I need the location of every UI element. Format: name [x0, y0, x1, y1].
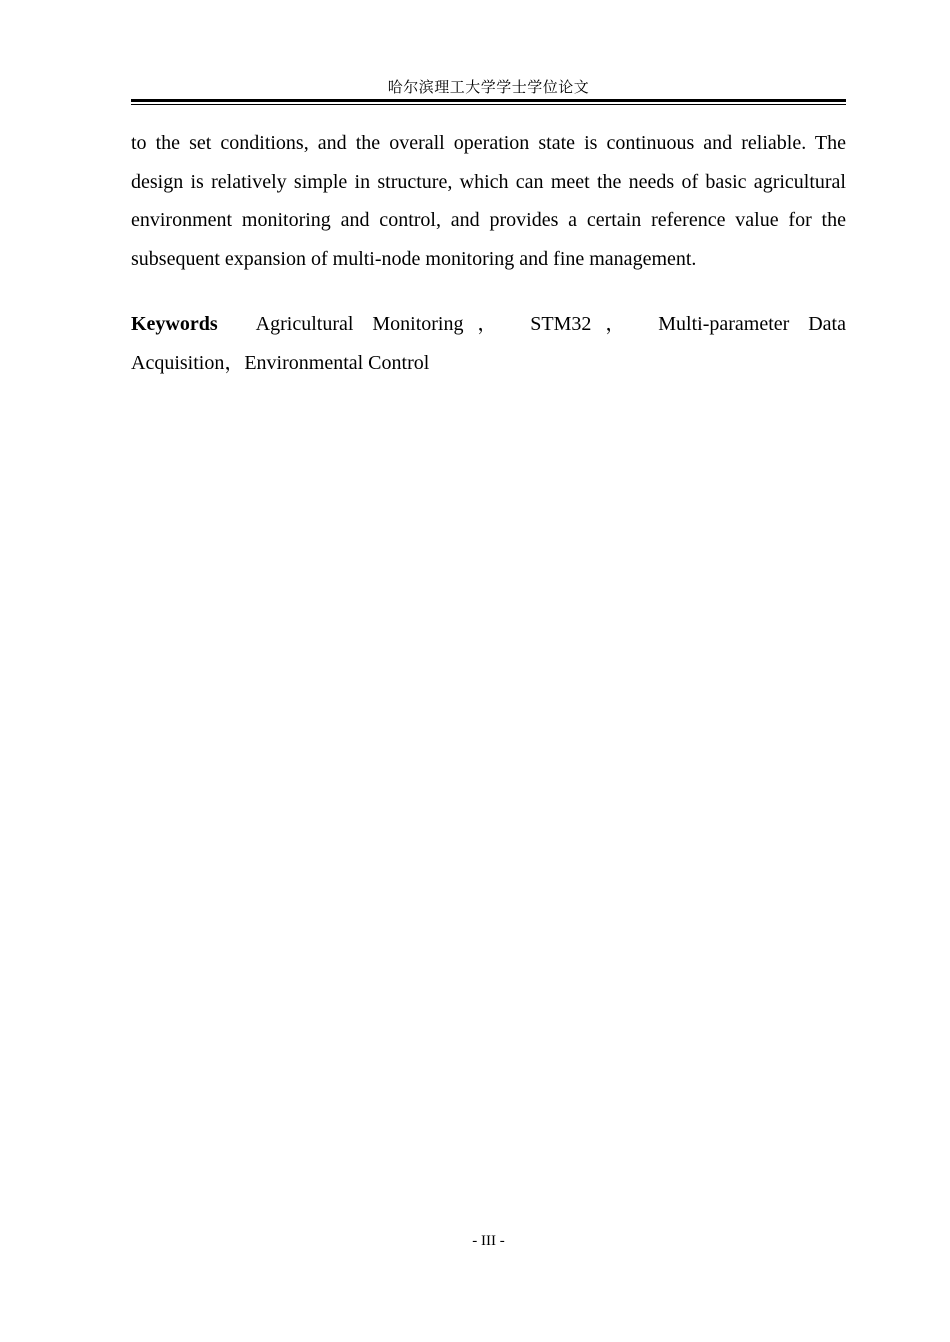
keywords-text: Agricultural Monitoring， STM32， Multi-parameter Data Acquisition，Environmental Control — [131, 313, 846, 374]
abstract-paragraph: to the set conditions, and the overall operation state is continuous and reliable. The design is relatively simple in structure, which can meet the needs of basic agricultural environment monitoring and control, and provides a certain reference value for the subsequent expansion of multi-node monitoring and fine management. — [131, 132, 846, 270]
keywords-paragraph — [131, 305, 846, 382]
header-divider — [131, 99, 846, 105]
page-header: 哈尔滨理工大学学士学位论文 — [387, 80, 590, 96]
keywords-label: Keywords — [131, 313, 218, 335]
page-number: - III - — [472, 1233, 505, 1249]
page-body — [131, 124, 846, 382]
